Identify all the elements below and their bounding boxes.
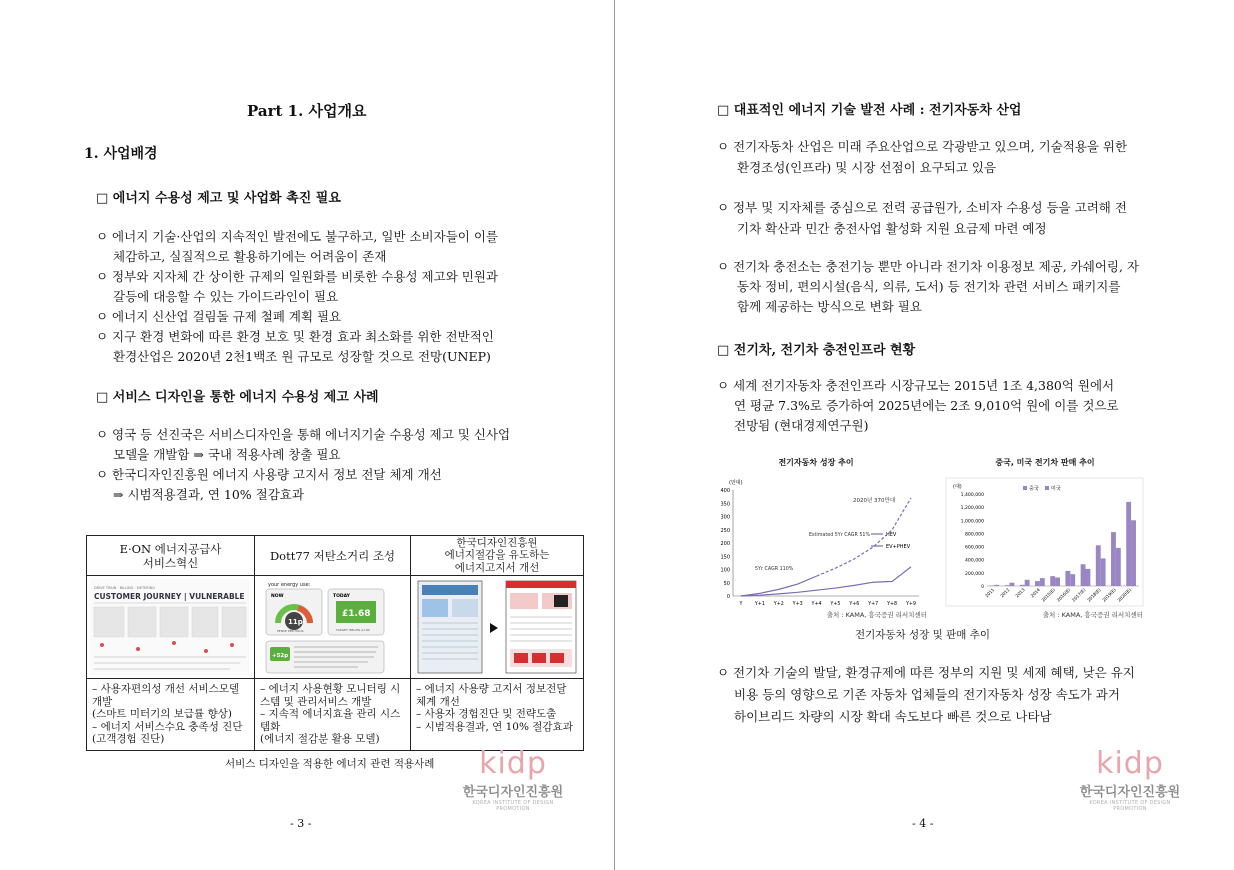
chart1-legend-label: EV+PHEV [886,544,911,550]
figure-caption: 전기자동차 성장 및 판매 추이 [855,629,991,641]
r-block2-line: 연 평균 7.3%로 증가하여 2025년에는 2조 9,010억 원에 이를 것으로 [734,398,1119,413]
chart1-xtick: Y+5 [830,602,841,607]
chart2-bar [1081,564,1086,586]
chart2-bar [1111,532,1116,586]
now-label: NOW [271,594,284,599]
r-para-line: ㅇ 전기자동차 산업은 미래 주요산업으로 각광받고 있으며, 기술적용을 위한 [717,139,1128,154]
table-header-kidp: 한국디자인진흥원 에너지절감을 유도하는 에너지고지서 개선 [411,536,584,576]
now-sub: PENCE PER HOUR [277,629,304,633]
dott77-image-cell [255,576,411,679]
page-number: - 3 - [290,817,312,830]
chart2-ytick: 1,000,000 [960,519,984,525]
chart2-xtick: 2011 [984,587,997,600]
block1-line: ㅇ 에너지 신산업 걸림돌 규제 철폐 계획 필요 [96,309,342,324]
chart2-legend-swatch [1045,486,1049,490]
cases-table [86,535,584,751]
chart1-ytick: 150 [720,554,730,561]
chart1-annotation: 5Yr CAGR 110% [755,567,794,572]
kidp-logo [458,746,568,812]
block1-body [96,227,498,367]
kidp-logo-name: 한국디자인진흥원 [462,785,564,800]
ev-growth-chart [703,457,929,619]
eon-image-cell [87,576,255,679]
energy-use-display-image [258,579,407,675]
chart1-ytick: 50 [723,580,730,587]
block2-body [96,425,510,505]
chart1-annotation: Estimated 5Yr CAGR 51% [809,533,871,538]
kidp-logo-name: 한국디자인진흥원 [1079,785,1181,800]
r-para-line: 환경조성(인프라) 및 시장 선점이 요구되고 있음 [737,160,997,175]
chart2-ytick: 600,000 [965,545,984,551]
r-block3-line: 비용 등의 영향으로 기존 자동차 업체들의 전기자동차 성장 속도가 과거 [734,687,1120,702]
kidp-logo-mark: kidp [479,746,547,781]
now-value: 11p [288,618,303,626]
table-header-dott77: Dott77 저탄소거리 조성 [255,536,411,576]
chart1-ylabel: (만대) [729,480,743,486]
block1-heading: □ 에너지 수용성 제고 및 사업화 촉진 필요 [96,191,341,206]
block1-line: ㅇ 지구 환경 변화에 따른 환경 보호 및 환경 효과 최소화를 위한 전반적인 [96,329,494,344]
chart2-bar [994,585,999,586]
r-block3-body [717,662,1135,728]
chart2-ytick: 1,200,000 [960,506,984,512]
chart2-xtick: 2019(E) [1102,587,1118,604]
chart2-ytick: 400,000 [965,558,984,564]
chart2-legend-swatch [1023,486,1027,490]
chart2-xtick: 2017(E) [1071,587,1088,604]
r-para-line: ㅇ 전기차 충전소는 충전기능 뿐만 아니라 전기차 이용정보 제공, 카쉐어링, 자 [717,259,1140,274]
chart1-series-line [741,576,817,596]
chart2-ytick: 1,400,000 [960,493,984,498]
chart2-legend-label: 미국 [1051,486,1061,492]
kidp-logo-mark: kidp [1096,746,1164,781]
r-block2-line: 전망됨 (현대경제연구원) [734,418,869,433]
chart1-xtick: Y+1 [754,602,765,607]
r-block2-heading: □ 전기차, 전기차 충전인프라 현황 [717,343,916,358]
part-title: Part 1. 사업개요 [247,102,367,120]
chart2-xtick: 2016(E) [1056,587,1073,604]
r-para-line: 동차 정비, 편의시설(음식, 의류, 도서) 등 전기차 관련 서비스 패키지를 [737,279,1121,294]
today-sub: TARGET: BELOW £1.80 [336,628,370,632]
chart1-ytick: 0 [726,594,730,600]
chart2-ylabel: (대) [953,484,962,490]
chart1-title: 전기자동차 성장 추이 [778,458,854,467]
chart1-xtick: Y+8 [887,602,898,607]
chart1-xtick: Y+2 [773,602,784,607]
chart2-bar [1096,545,1101,586]
chart1-ytick: 300 [720,514,730,521]
kidp-logo-english: KOREA INSTITUTE OF DESIGN PROMOTION [472,800,554,812]
dott77-description: – 에너지 사용현황 모니터링 시스템 및 관리서비스 개발 – 지속적 에너지효율 관리 시스템화 (에너지 절감분 활용 모델) [255,679,411,751]
chart2-bar [1020,585,1025,586]
block1-line: ㅇ 에너지 기술·산업의 지속적인 발전에도 불구하고, 일반 소비자들이 이를 [96,229,498,244]
chart2-legend-label: 중국 [1029,486,1039,492]
chart2-svg [945,468,1145,608]
chart2-bar [1131,520,1136,586]
chart1-ytick: 400 [720,488,730,494]
chart2-bar [1070,574,1075,586]
r-block1-para2 [717,197,1127,239]
customer-journey-title: CUSTOMER JOURNEY | VULNERABLE [94,592,245,601]
chart2-xtick: 2012 [999,587,1012,600]
chart1-ytick: 250 [720,527,730,534]
chart1-xtick: Y+6 [849,602,860,607]
table-caption: 서비스 디자인을 적용한 에너지 관련 적용사례 [225,758,435,770]
kidp-logo [1075,746,1185,812]
today-label: TODAY [333,594,350,599]
ev-sales-chart [945,457,1145,619]
section-title: 1. 사업배경 [84,146,158,162]
chart2-xtick: 2015(E) [1041,587,1057,604]
energy-bill-image [414,579,580,675]
svg-text:DRIVE TRAIN · BILLING · ME: DRIVE TRAIN · BILLING · METERING [94,586,156,590]
chart1-ytick: 100 [720,567,730,574]
chart1-xtick: Y+9 [905,602,917,607]
chart2-bar [1009,583,1014,586]
chart2-xtick: 2014 [1030,587,1042,600]
r-para-line: ㅇ 정부 및 지자체를 중심으로 전력 공급원가, 소비자 수용성 등을 고려해 전 [717,200,1127,215]
chart2-bar [1025,580,1030,586]
block2-line: ㅇ 한국디자인진흥원 에너지 사용량 고지서 정보 전달 체계 개선 [96,467,442,482]
eon-description: – 사용자편의성 개선 서비스모델 개발 (스마트 미터기의 보급률 향상) – 에너지 서비스수요 충족성 진단 (고객경험 진단) [87,679,255,751]
chart2-ytick: 0 [981,585,984,590]
block1-line: ㅇ 정부와 지자체 간 상이한 규제의 일원화를 비롯한 수용성 제고와 민원과 [96,269,498,284]
chart2-ytick: 800,000 [965,532,984,538]
r-block1-heading: □ 대표적인 에너지 기술 발전 사례 : 전기자동차 산업 [717,103,1022,118]
chart2-bar [1055,577,1060,586]
kidp-description: – 에너지 사용량 고지서 정보전달 체계 개선 – 사용자 경험진단 및 전략도출 – 시범적용결과, 연 10% 절감효과 [411,679,584,751]
chart2-bar [1040,578,1045,586]
chart2-bar [1101,558,1106,586]
energy-use-label: your energy use: [268,582,311,588]
page-4 [615,0,1234,870]
r-block3-line: ㅇ 전기차 기술의 발달, 환경규제에 따른 정부의 지원 및 세제 혜택, 낮은 유지 [717,665,1135,680]
block1-line: 체감하고, 실질적으로 활용하기에는 어려움이 존재 [113,249,387,264]
chart1-source: 출처 : KAMA, 흥국증권 리서치센터 [826,611,927,619]
block2-heading: □ 서비스 디자인을 통한 에너지 수용성 제고 사례 [96,390,379,405]
chart2-bar [1065,571,1070,586]
chart1-ytick: 350 [720,501,730,508]
block1-line: 환경산업은 2020년 2천1백조 원 규모로 성장할 것으로 전망(UNEP) [113,349,491,364]
chart2-bar [1005,585,1010,586]
r-block1-para1 [717,136,1127,178]
page-number: - 4 - [912,817,934,830]
r-block3-line: 하이브리드 차량의 시장 확대 속도보다 빠른 것으로 나타남 [734,709,1052,724]
block2-line: 모델을 개발함 ⇒ 국내 적용사례 창출 필요 [113,447,341,462]
chart2-title: 중국, 미국 전기차 판매 추이 [995,458,1095,467]
r-block1-para3 [717,257,1139,317]
chart1-annotation: 2020년 370만대 [853,498,896,504]
chart2-bar [1085,569,1090,586]
chart1-svg [703,468,929,608]
chart1-xtick: Y+4 [811,602,822,607]
r-block2-body [717,376,1119,436]
chart1-legend-label: HEV [886,532,897,538]
today-value: £1.68 [342,609,371,619]
chart2-xtick: 2020(E) [1117,587,1133,604]
chart2-bar [1035,581,1040,586]
chart1-xtick: Y+7 [868,602,879,607]
table-header-eon: E·ON 에너지공급사 서비스혁신 [87,536,255,576]
chart2-bar [989,585,994,586]
customer-journey-image [90,579,251,675]
kidp-image-cell [411,576,584,679]
chart1-xtick: Y [739,602,743,607]
bubble-value: +52p [272,653,289,659]
chart2-bar [1050,576,1055,586]
block1-line: 갈등에 대응할 수 있는 가이드라인이 필요 [113,289,339,304]
chart1-ytick: 200 [720,541,730,547]
chart2-source: 출처 : KAMA, 흥국증권 리서치센터 [1042,611,1143,619]
page-3 [0,0,614,870]
block2-line: ㅇ 영국 등 선진국은 서비스디자인을 통해 에너지기술 수용성 제고 및 신사업 [96,427,511,442]
kidp-logo-english: KOREA INSTITUTE OF DESIGN PROMOTION [1089,800,1171,812]
chart2-xtick: 2018(E) [1086,587,1103,604]
chart2-bar [1116,548,1121,586]
chart1-xtick: Y+3 [792,602,803,607]
chart2-xtick: 2013 [1015,587,1027,600]
r-para-line: 함께 제공하는 방식으로 변화 필요 [737,299,922,314]
chart2-ytick: 200,000 [965,571,984,577]
chart2-bar [1126,502,1131,586]
block2-line: ⇒ 시범적용결과, 연 10% 절감효과 [113,487,304,502]
r-block2-line: ㅇ 세계 전기자동차 충전인프라 시장규모는 2015년 1조 4,380억 원에서 [717,378,1115,393]
r-para-line: 기차 확산과 민간 충전사업 활성화 지원 요금제 마련 예정 [737,221,1047,236]
